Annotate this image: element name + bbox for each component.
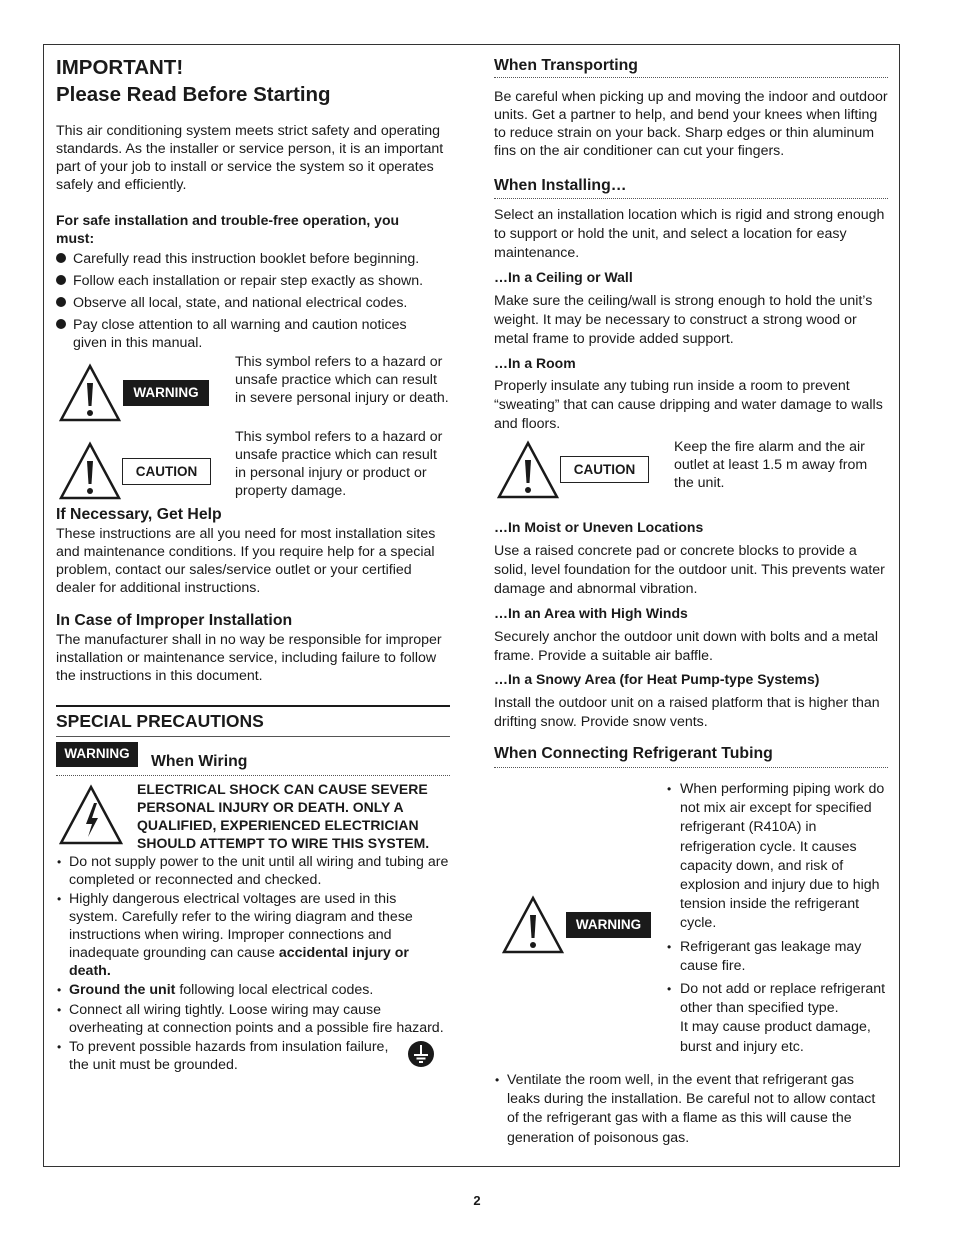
ceiling-paragraph: Make sure the ceiling/wall is strong enough to hold the unit’s weight. It may be necessary to construct a strong wood or metal frame to provide added support. bbox=[494, 293, 873, 347]
wiring-item-emphasis: Ground the unit bbox=[69, 982, 176, 998]
title-line-2: Please Read Before Starting bbox=[56, 83, 331, 106]
wiring-item-text: Highly dangerous electrical voltages are used in this system. Carefully refer to the wiring diagram and these instructions when wiring. Improper connections and inadequate grounding can cause bbox=[69, 891, 413, 961]
refrigerant-item-line: Do not add or replace refrigerant other than specified type. bbox=[680, 981, 886, 1017]
moist-heading: …In Moist or Uneven Locations bbox=[494, 519, 704, 535]
caution-triangle-icon bbox=[58, 441, 122, 501]
refrigerant-item: When performing piping work do not mix air except for specified refrigerant (R410A) in refrigeration cycle. It causes capacity down, and risk of explosion and injury due to high tension inside the refrigerant cycle. bbox=[680, 781, 885, 932]
improper-paragraph: The manufacturer shall in no way be responsible for improper installation or maintenance service, including failure to follow the instructions in this document. bbox=[56, 632, 442, 684]
wiring-item bbox=[69, 981, 449, 999]
bullet-icon bbox=[56, 297, 66, 307]
bullet-icon: • bbox=[495, 1073, 500, 1087]
bullet-icon bbox=[56, 319, 66, 329]
refrigerant-item: Refrigerant gas leakage may cause fire. bbox=[680, 939, 862, 975]
bullet-item: Carefully read this instruction booklet before beginning. bbox=[73, 251, 420, 267]
wiring-warning-badge: WARNING bbox=[56, 742, 138, 767]
ground-symbol-icon bbox=[407, 1040, 435, 1068]
dotted-rule bbox=[494, 767, 888, 768]
installing-heading: When Installing… bbox=[494, 177, 627, 194]
special-precautions-heading: SPECIAL PRECAUTIONS bbox=[56, 711, 264, 731]
shock-warning-text: ELECTRICAL SHOCK CAN CAUSE SEVERE PERSONAL INJURY OR DEATH. ONLY A QUALIFIED, EXPERIENCED ELECTRICIAN SHOULD ATTEMPT TO WIRE THIS SYSTEM. bbox=[137, 781, 430, 851]
must-heading: For safe installation and trouble-free operation, you must: bbox=[56, 212, 400, 246]
bullet-icon: • bbox=[57, 983, 62, 997]
improper-heading: In Case of Improper Installation bbox=[56, 612, 293, 629]
electric-shock-icon bbox=[58, 784, 124, 846]
bullet-icon: • bbox=[57, 1003, 62, 1017]
bullet-item: Follow each installation or repair step exactly as shown. bbox=[73, 273, 424, 289]
help-heading: If Necessary, Get Help bbox=[56, 506, 222, 523]
bullet-icon: • bbox=[667, 940, 672, 954]
moist-paragraph: Use a raised concrete pad or concrete blocks to provide a solid, level foundation for the outdoor unit. This prevents water damage and abnormal vibration. bbox=[494, 543, 885, 597]
caution-triangle-icon bbox=[496, 440, 560, 500]
bullet-icon bbox=[56, 253, 66, 263]
transport-heading: When Transporting bbox=[494, 57, 638, 74]
title-line-1: IMPORTANT! bbox=[56, 56, 184, 79]
warning-badge: WARNING bbox=[566, 912, 651, 938]
ventilate-item: Ventilate the room well, in the event that refrigerant gas leaks during the installation. Be careful not to allow contact of the refrigerant gas with a flame as this will cause the generation of poisonous gas. bbox=[507, 1072, 876, 1146]
caution-badge: CAUTION bbox=[122, 458, 211, 485]
warning-triangle-icon bbox=[58, 363, 122, 423]
wind-paragraph: Securely anchor the outdoor unit down with bolts and a metal frame. Provide a suitable air baffle. bbox=[494, 629, 879, 664]
dotted-rule bbox=[494, 77, 888, 78]
bullet-icon: • bbox=[57, 892, 62, 906]
refrigerant-item bbox=[680, 980, 892, 1057]
installing-paragraph: Select an installation location which is rigid and strong enough to support or hold the unit, and select a location for easy maintenance. bbox=[494, 207, 885, 261]
section-rule bbox=[56, 736, 450, 737]
bullet-icon: • bbox=[57, 855, 62, 869]
warning-description: This symbol refers to a hazard or unsafe practice which can result in severe personal injury or death. bbox=[235, 354, 449, 406]
wind-heading: …In an Area with High Winds bbox=[494, 605, 688, 621]
bullet-icon bbox=[56, 275, 66, 285]
bullet-item: Observe all local, state, and national electrical codes. bbox=[73, 295, 408, 311]
refrigerant-heading: When Connecting Refrigerant Tubing bbox=[494, 745, 773, 762]
dotted-rule bbox=[56, 775, 450, 776]
ceiling-heading: …In a Ceiling or Wall bbox=[494, 269, 633, 285]
caution-badge: CAUTION bbox=[560, 456, 649, 483]
section-rule bbox=[56, 705, 450, 707]
warning-badge: WARNING bbox=[123, 380, 209, 406]
page-number: 2 bbox=[473, 1193, 481, 1208]
bullet-icon: • bbox=[667, 982, 672, 996]
bullet-icon: • bbox=[667, 782, 672, 796]
snow-heading: …In a Snowy Area (for Heat Pump-type Systems) bbox=[494, 671, 820, 687]
wiring-heading: When Wiring bbox=[151, 753, 248, 770]
snow-paragraph: Install the outdoor unit on a raised platform that is higher than drifting snow. Provide snow vents. bbox=[494, 695, 880, 730]
caution-description: This symbol refers to a hazard or unsafe practice which can result in personal injury or product or property damage. bbox=[235, 429, 443, 499]
transport-paragraph: Be careful when picking up and moving the indoor and outdoor units. Get a partner to help, and bend your knees when lifting to reduce strain on your back. Sharp edges or thin aluminum fins on the air conditioner can cut your fingers. bbox=[494, 89, 888, 159]
warning-triangle-icon bbox=[501, 895, 565, 955]
wiring-item-emphasis: accidental injury or death. bbox=[69, 945, 409, 979]
fire-alarm-text: Keep the fire alarm and the air outlet at least 1.5 m away from the unit. bbox=[674, 439, 868, 491]
wiring-item: To prevent possible hazards from insulation failure, the unit must be grounded. bbox=[69, 1039, 389, 1073]
refrigerant-item-line: It may cause product damage, burst and injury etc. bbox=[680, 1019, 871, 1055]
wiring-item: Do not supply power to the unit until all wiring and tubing are completed or reconnected and checked. bbox=[69, 854, 449, 888]
intro-paragraph: This air conditioning system meets strict safety and operating standards. As the installer or service person, it is an important part of your job to install or service the system so it operates safely and efficiently. bbox=[56, 123, 444, 193]
dotted-rule bbox=[494, 198, 888, 199]
bullet-icon: • bbox=[57, 1040, 62, 1054]
bullet-item: Pay close attention to all warning and caution notices given in this manual. bbox=[73, 317, 407, 351]
wiring-item bbox=[69, 890, 449, 980]
room-heading: …In a Room bbox=[494, 355, 576, 371]
help-paragraph: These instructions are all you need for most installation sites and maintenance conditions. If you require help for a special problem, contact our sales/service outlet or your certified dealer for additional instructions. bbox=[56, 526, 436, 596]
page-title bbox=[56, 54, 446, 108]
wiring-item-text: following local electrical codes. bbox=[175, 982, 374, 998]
room-paragraph: Properly insulate any tubing run inside a room to prevent “sweating” that can cause dripping and water damage to walls and floors. bbox=[494, 378, 883, 432]
wiring-item: Connect all wiring tightly. Loose wiring may cause overheating at connection points and a possible fire hazard. bbox=[69, 1002, 444, 1036]
